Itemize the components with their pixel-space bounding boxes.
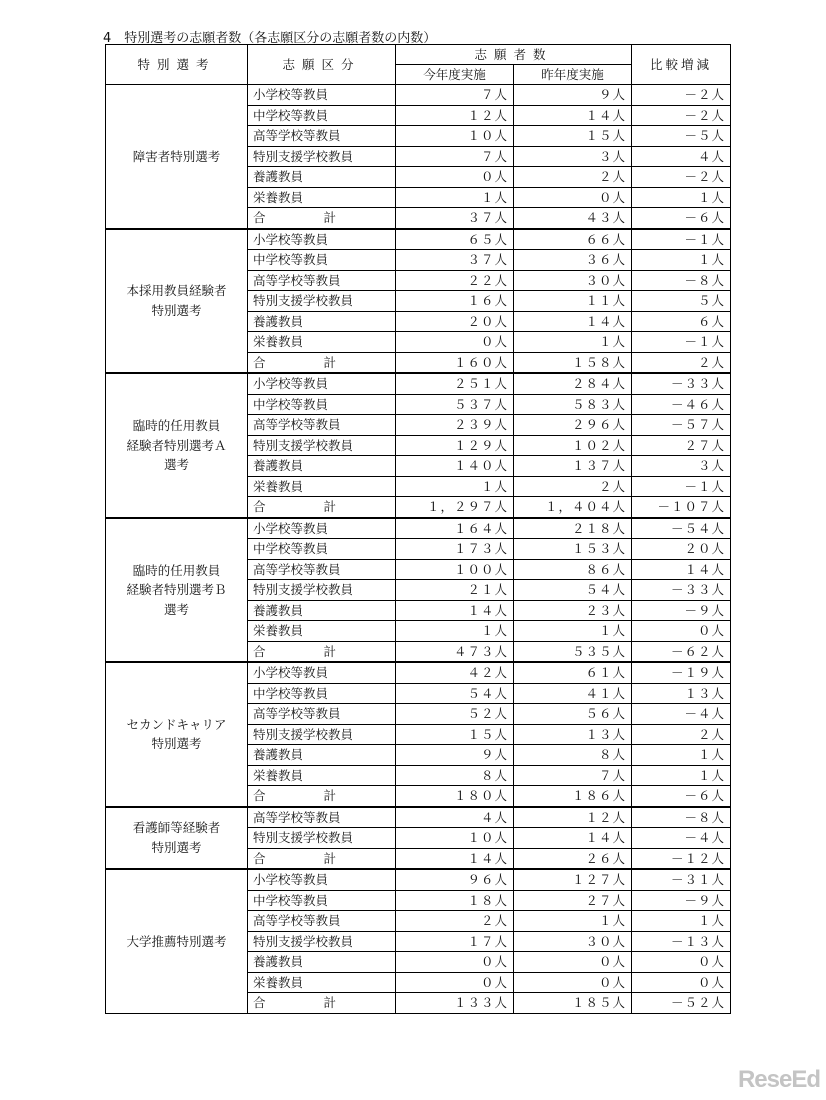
this-year-cell: ７人: [396, 146, 514, 167]
exam-name-line: 臨時的任用教員: [132, 562, 221, 578]
total-label-cell: 合 計: [248, 786, 396, 807]
diff-cell: ２０人: [632, 539, 731, 560]
total-label-cell: 合 計: [248, 208, 396, 229]
category-cell: 小学校等教員: [248, 518, 396, 539]
category-cell: 養護教員: [248, 600, 396, 621]
exam-name-line: セカンドキャリア: [126, 716, 227, 732]
this-year-cell: ６５人: [396, 229, 514, 250]
diff-cell: －６人: [632, 208, 731, 229]
this-year-cell: １８０人: [396, 786, 514, 807]
last-year-cell: １４人: [514, 828, 632, 849]
diff-cell: －６人: [632, 786, 731, 807]
exam-name-line: 経験者特別選考Ｂ: [126, 582, 227, 597]
category-cell: 特別支援学校教員: [248, 931, 396, 952]
diff-cell: ２人: [632, 352, 731, 373]
this-year-cell: ７人: [396, 85, 514, 106]
last-year-cell: ９人: [514, 85, 632, 106]
diff-cell: －３１人: [632, 869, 731, 890]
last-year-cell: １人: [514, 911, 632, 932]
this-year-cell: １０人: [396, 126, 514, 147]
total-label-cell: 合 計: [248, 641, 396, 662]
exam-name-cell: [106, 807, 248, 870]
category-cell: 養護教員: [248, 167, 396, 188]
diff-cell: －１人: [632, 332, 731, 353]
diff-cell: ３人: [632, 456, 731, 477]
last-year-cell: ５８３人: [514, 394, 632, 415]
diff-cell: －１２人: [632, 848, 731, 869]
category-cell: 特別支援学校教員: [248, 724, 396, 745]
diff-cell: ０人: [632, 621, 731, 642]
header-exam: 特別選考: [106, 45, 248, 85]
last-year-cell: ０人: [514, 952, 632, 973]
this-year-cell: ３７人: [396, 250, 514, 271]
diff-cell: －１人: [632, 476, 731, 497]
category-cell: 特別支援学校教員: [248, 291, 396, 312]
category-cell: 栄養教員: [248, 621, 396, 642]
table-row: [106, 518, 731, 539]
header-last-year: 昨年度実施: [514, 65, 632, 85]
this-year-cell: １人: [396, 187, 514, 208]
category-cell: 中学校等教員: [248, 890, 396, 911]
last-year-cell: ２１８人: [514, 518, 632, 539]
last-year-cell: １３人: [514, 724, 632, 745]
exam-name-cell: [106, 518, 248, 663]
last-year-cell: ３０人: [514, 931, 632, 952]
last-year-cell: ６１人: [514, 662, 632, 683]
this-year-cell: ９人: [396, 745, 514, 766]
last-year-cell: ２人: [514, 476, 632, 497]
last-year-cell: ２９６人: [514, 415, 632, 436]
header-category: 志願区分: [248, 45, 396, 85]
last-year-cell: １８６人: [514, 786, 632, 807]
header-diff: 比較増減: [632, 45, 731, 85]
this-year-cell: ４７３人: [396, 641, 514, 662]
this-year-cell: １４人: [396, 848, 514, 869]
this-year-cell: １，２９７人: [396, 497, 514, 518]
diff-cell: ０人: [632, 952, 731, 973]
last-year-cell: ４１人: [514, 683, 632, 704]
diff-cell: ６人: [632, 311, 731, 332]
last-year-cell: ２３人: [514, 600, 632, 621]
category-cell: 小学校等教員: [248, 869, 396, 890]
total-label-cell: 合 計: [248, 352, 396, 373]
exam-name-line: 特別選考: [151, 736, 202, 752]
diff-cell: １人: [632, 765, 731, 786]
last-year-cell: １８５人: [514, 993, 632, 1014]
category-cell: 小学校等教員: [248, 373, 396, 394]
category-cell: 養護教員: [248, 952, 396, 973]
this-year-cell: ８人: [396, 765, 514, 786]
diff-cell: ０人: [632, 972, 731, 993]
diff-cell: －２人: [632, 167, 731, 188]
watermark-logo: ReseEd: [737, 1066, 820, 1093]
diff-cell: ４人: [632, 146, 731, 167]
this-year-cell: １２人: [396, 105, 514, 126]
table-row: [106, 229, 731, 250]
table-row: [106, 662, 731, 683]
category-cell: 中学校等教員: [248, 539, 396, 560]
last-year-cell: １２人: [514, 807, 632, 828]
this-year-cell: １３３人: [396, 993, 514, 1014]
last-year-cell: １１人: [514, 291, 632, 312]
diff-cell: １人: [632, 250, 731, 271]
exam-name-line: 本採用教員経験者: [126, 283, 227, 299]
exam-name-line: 大学推薦特別選考: [126, 933, 227, 949]
this-year-cell: ２２人: [396, 270, 514, 291]
category-cell: 栄養教員: [248, 765, 396, 786]
this-year-cell: １人: [396, 476, 514, 497]
diff-cell: １４人: [632, 559, 731, 580]
category-cell: 高等学校等教員: [248, 704, 396, 725]
table-row: [106, 807, 731, 828]
last-year-cell: ３０人: [514, 270, 632, 291]
this-year-cell: ２５１人: [396, 373, 514, 394]
this-year-cell: ３７人: [396, 208, 514, 229]
diff-cell: －２人: [632, 85, 731, 106]
this-year-cell: １６人: [396, 291, 514, 312]
total-label-cell: 合 計: [248, 497, 396, 518]
diff-cell: －４６人: [632, 394, 731, 415]
diff-cell: －８人: [632, 807, 731, 828]
diff-cell: ５人: [632, 291, 731, 312]
last-year-cell: ３人: [514, 146, 632, 167]
exam-name-cell: [106, 662, 248, 807]
last-year-cell: ２８４人: [514, 373, 632, 394]
this-year-cell: ５４人: [396, 683, 514, 704]
last-year-cell: １２７人: [514, 869, 632, 890]
diff-cell: －５２人: [632, 993, 731, 1014]
diff-cell: －４人: [632, 704, 731, 725]
category-cell: 養護教員: [248, 311, 396, 332]
category-cell: 小学校等教員: [248, 229, 396, 250]
this-year-cell: ０人: [396, 332, 514, 353]
total-label-cell: 合 計: [248, 848, 396, 869]
last-year-cell: １４人: [514, 105, 632, 126]
last-year-cell: ８６人: [514, 559, 632, 580]
this-year-cell: ２人: [396, 911, 514, 932]
table-row: [106, 85, 731, 106]
table-row: [106, 373, 731, 394]
last-year-cell: ４３人: [514, 208, 632, 229]
last-year-cell: ２７人: [514, 890, 632, 911]
category-cell: 中学校等教員: [248, 105, 396, 126]
this-year-cell: １６０人: [396, 352, 514, 373]
exam-name-cell: [106, 85, 248, 229]
diff-cell: １人: [632, 911, 731, 932]
last-year-cell: ５３５人: [514, 641, 632, 662]
diff-cell: －６２人: [632, 641, 731, 662]
this-year-cell: ０人: [396, 167, 514, 188]
this-year-cell: ５３７人: [396, 394, 514, 415]
category-cell: 高等学校等教員: [248, 126, 396, 147]
this-year-cell: １８人: [396, 890, 514, 911]
last-year-cell: ０人: [514, 972, 632, 993]
category-cell: 特別支援学校教員: [248, 146, 396, 167]
diff-cell: －４人: [632, 828, 731, 849]
exam-name-line: 障害者特別選考: [132, 148, 221, 164]
last-year-cell: １４人: [514, 311, 632, 332]
last-year-cell: ３６人: [514, 250, 632, 271]
this-year-cell: ４２人: [396, 662, 514, 683]
exam-name-cell: [106, 869, 248, 1013]
last-year-cell: ５６人: [514, 704, 632, 725]
diff-cell: －９人: [632, 600, 731, 621]
diff-cell: －２人: [632, 105, 731, 126]
this-year-cell: １５人: [396, 724, 514, 745]
last-year-cell: １人: [514, 332, 632, 353]
table-row: [106, 869, 731, 890]
diff-cell: －５人: [632, 126, 731, 147]
category-cell: 栄養教員: [248, 972, 396, 993]
this-year-cell: ４人: [396, 807, 514, 828]
category-cell: 高等学校等教員: [248, 270, 396, 291]
this-year-cell: １４０人: [396, 456, 514, 477]
last-year-cell: １０２人: [514, 435, 632, 456]
this-year-cell: １６４人: [396, 518, 514, 539]
this-year-cell: ２３９人: [396, 415, 514, 436]
last-year-cell: ８人: [514, 745, 632, 766]
category-cell: 特別支援学校教員: [248, 435, 396, 456]
diff-cell: －１３人: [632, 931, 731, 952]
this-year-cell: ５２人: [396, 704, 514, 725]
category-cell: 小学校等教員: [248, 662, 396, 683]
last-year-cell: １３７人: [514, 456, 632, 477]
this-year-cell: １７人: [396, 931, 514, 952]
exam-name-line: 看護師等経験者: [132, 820, 221, 836]
header-row: [106, 45, 731, 65]
category-cell: 高等学校等教員: [248, 807, 396, 828]
exam-name-line: 特別選考: [151, 302, 202, 318]
diff-cell: ２７人: [632, 435, 731, 456]
last-year-cell: １，４０４人: [514, 497, 632, 518]
this-year-cell: １４人: [396, 600, 514, 621]
diff-cell: １３人: [632, 683, 731, 704]
last-year-cell: ２人: [514, 167, 632, 188]
this-year-cell: １０人: [396, 828, 514, 849]
diff-cell: －８人: [632, 270, 731, 291]
diff-cell: －３３人: [632, 373, 731, 394]
this-year-cell: １７３人: [396, 539, 514, 560]
category-cell: 中学校等教員: [248, 250, 396, 271]
diff-cell: ２人: [632, 724, 731, 745]
category-cell: 高等学校等教員: [248, 415, 396, 436]
this-year-cell: １人: [396, 621, 514, 642]
last-year-cell: ０人: [514, 187, 632, 208]
diff-cell: －３３人: [632, 580, 731, 601]
category-cell: 養護教員: [248, 456, 396, 477]
category-cell: 特別支援学校教員: [248, 828, 396, 849]
diff-cell: －９人: [632, 890, 731, 911]
category-cell: 栄養教員: [248, 187, 396, 208]
diff-cell: －１人: [632, 229, 731, 250]
last-year-cell: ６６人: [514, 229, 632, 250]
diff-cell: １人: [632, 745, 731, 766]
this-year-cell: ０人: [396, 952, 514, 973]
diff-cell: －５４人: [632, 518, 731, 539]
this-year-cell: ２１人: [396, 580, 514, 601]
category-cell: 中学校等教員: [248, 683, 396, 704]
exam-name-cell: [106, 229, 248, 374]
this-year-cell: １２９人: [396, 435, 514, 456]
table-body: [106, 85, 731, 1014]
exam-name-line: 経験者特別選考Ａ: [126, 437, 227, 453]
this-year-cell: ９６人: [396, 869, 514, 890]
diff-cell: １人: [632, 187, 731, 208]
exam-name-line: 臨時的任用教員: [132, 418, 221, 433]
header-this-year: 今年度実施: [396, 65, 514, 85]
exam-name-line: 選考: [163, 601, 189, 617]
header-applicants: 志願者数: [396, 45, 632, 65]
category-cell: 小学校等教員: [248, 85, 396, 106]
last-year-cell: ７人: [514, 765, 632, 786]
diff-cell: －１９人: [632, 662, 731, 683]
last-year-cell: １５３人: [514, 539, 632, 560]
this-year-cell: １００人: [396, 559, 514, 580]
diff-cell: －１０７人: [632, 497, 731, 518]
this-year-cell: ２０人: [396, 311, 514, 332]
category-cell: 栄養教員: [248, 332, 396, 353]
category-cell: 高等学校等教員: [248, 559, 396, 580]
special-selection-table: [105, 44, 731, 1014]
exam-name-cell: [106, 373, 248, 518]
category-cell: 中学校等教員: [248, 394, 396, 415]
exam-name-line: 選考: [163, 457, 189, 472]
last-year-cell: １５人: [514, 126, 632, 147]
exam-name-line: 特別選考: [151, 839, 202, 855]
page-title: 4 特別選考の志願者数（各志願区分の志願者数の内数）: [103, 31, 437, 46]
diff-cell: －５７人: [632, 415, 731, 436]
this-year-cell: ０人: [396, 972, 514, 993]
category-cell: 高等学校等教員: [248, 911, 396, 932]
category-cell: 栄養教員: [248, 476, 396, 497]
last-year-cell: ５４人: [514, 580, 632, 601]
last-year-cell: ２６人: [514, 848, 632, 869]
last-year-cell: １５８人: [514, 352, 632, 373]
last-year-cell: １人: [514, 621, 632, 642]
category-cell: 特別支援学校教員: [248, 580, 396, 601]
category-cell: 養護教員: [248, 745, 396, 766]
total-label-cell: 合 計: [248, 993, 396, 1014]
